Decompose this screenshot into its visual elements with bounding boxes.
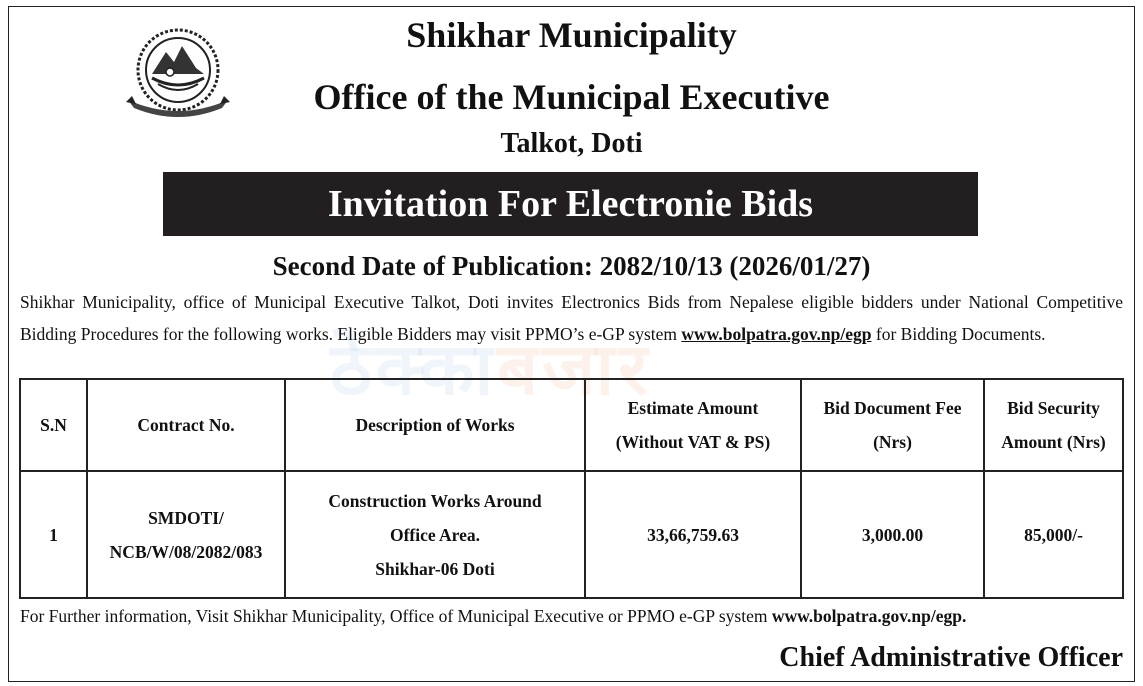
cell-sn: 1 [20, 471, 87, 598]
further-info-note [20, 602, 1123, 630]
municipality-name: Shikhar Municipality [406, 15, 737, 55]
header-estimate-line2: (Without VAT & PS) [615, 432, 771, 452]
cell-estimate: 33,66,759.63 [585, 471, 801, 598]
egp-link[interactable]: www.bolpatra.gov.np/egp [681, 323, 872, 344]
header-security-line2: Amount (Nrs) [1001, 432, 1106, 452]
intro-text: Shikhar Municipality, office of Municipal Executive Talkot, Doti invites Electronics Bids from Nepalese eligible bidders under National Competitive Bidding Procedures for the following works. Eligible Bidders may visit PPMO’s e-GP system [20, 292, 1123, 344]
footer-egp-link[interactable]: www.bolpatra.gov.np/egp. [771, 606, 967, 626]
header-contract: Contract No. [87, 379, 285, 471]
table-header-row [20, 379, 1123, 471]
publication-date: Second Date of Publication: 2082/10/13 (2026/01/27) [272, 251, 871, 281]
cell-contract [87, 471, 285, 598]
watermark-part2: बजार [497, 327, 652, 411]
office-name: Office of the Municipal Executive [313, 77, 830, 117]
cell-fee: 3,000.00 [801, 471, 984, 598]
footer-text: For Further information, Visit Shikhar Municipality, Office of Municipal Executive or PPMO e-GP system [20, 606, 772, 626]
header-security-line1: Bid Security [1007, 398, 1100, 418]
desc-line2: Office Area. [389, 524, 481, 545]
cell-description [285, 471, 585, 598]
header-description: Description of Works [285, 379, 585, 471]
header-estimate [585, 379, 801, 471]
header-security [984, 379, 1123, 471]
header-fee-line2: (Nrs) [873, 432, 912, 452]
office-location: Talkot, Doti [500, 128, 643, 159]
header-sn: S.N [20, 379, 87, 471]
header-estimate-line1: Estimate Amount [627, 398, 759, 418]
contract-line1: SMDOTI/ [148, 507, 224, 528]
bids-table [19, 378, 1124, 599]
notice-title: Invitation For Electronie Bids [163, 172, 978, 236]
watermark-part1: ठेक्का [330, 327, 498, 411]
header-fee [801, 379, 984, 471]
header-fee-line1: Bid Document Fee [823, 398, 962, 418]
desc-line1: Construction Works Around [328, 490, 542, 511]
intro-suffix: for Bidding Documents. [871, 323, 1046, 344]
intro-paragraph [20, 287, 1123, 350]
table-row [20, 471, 1123, 598]
contract-line2: NCB/W/08/2082/083 [109, 541, 263, 562]
signatory: Chief Administrative Officer [779, 642, 1123, 673]
desc-line3: Shikhar-06 Doti [375, 558, 495, 579]
cell-security: 85,000/- [984, 471, 1123, 598]
